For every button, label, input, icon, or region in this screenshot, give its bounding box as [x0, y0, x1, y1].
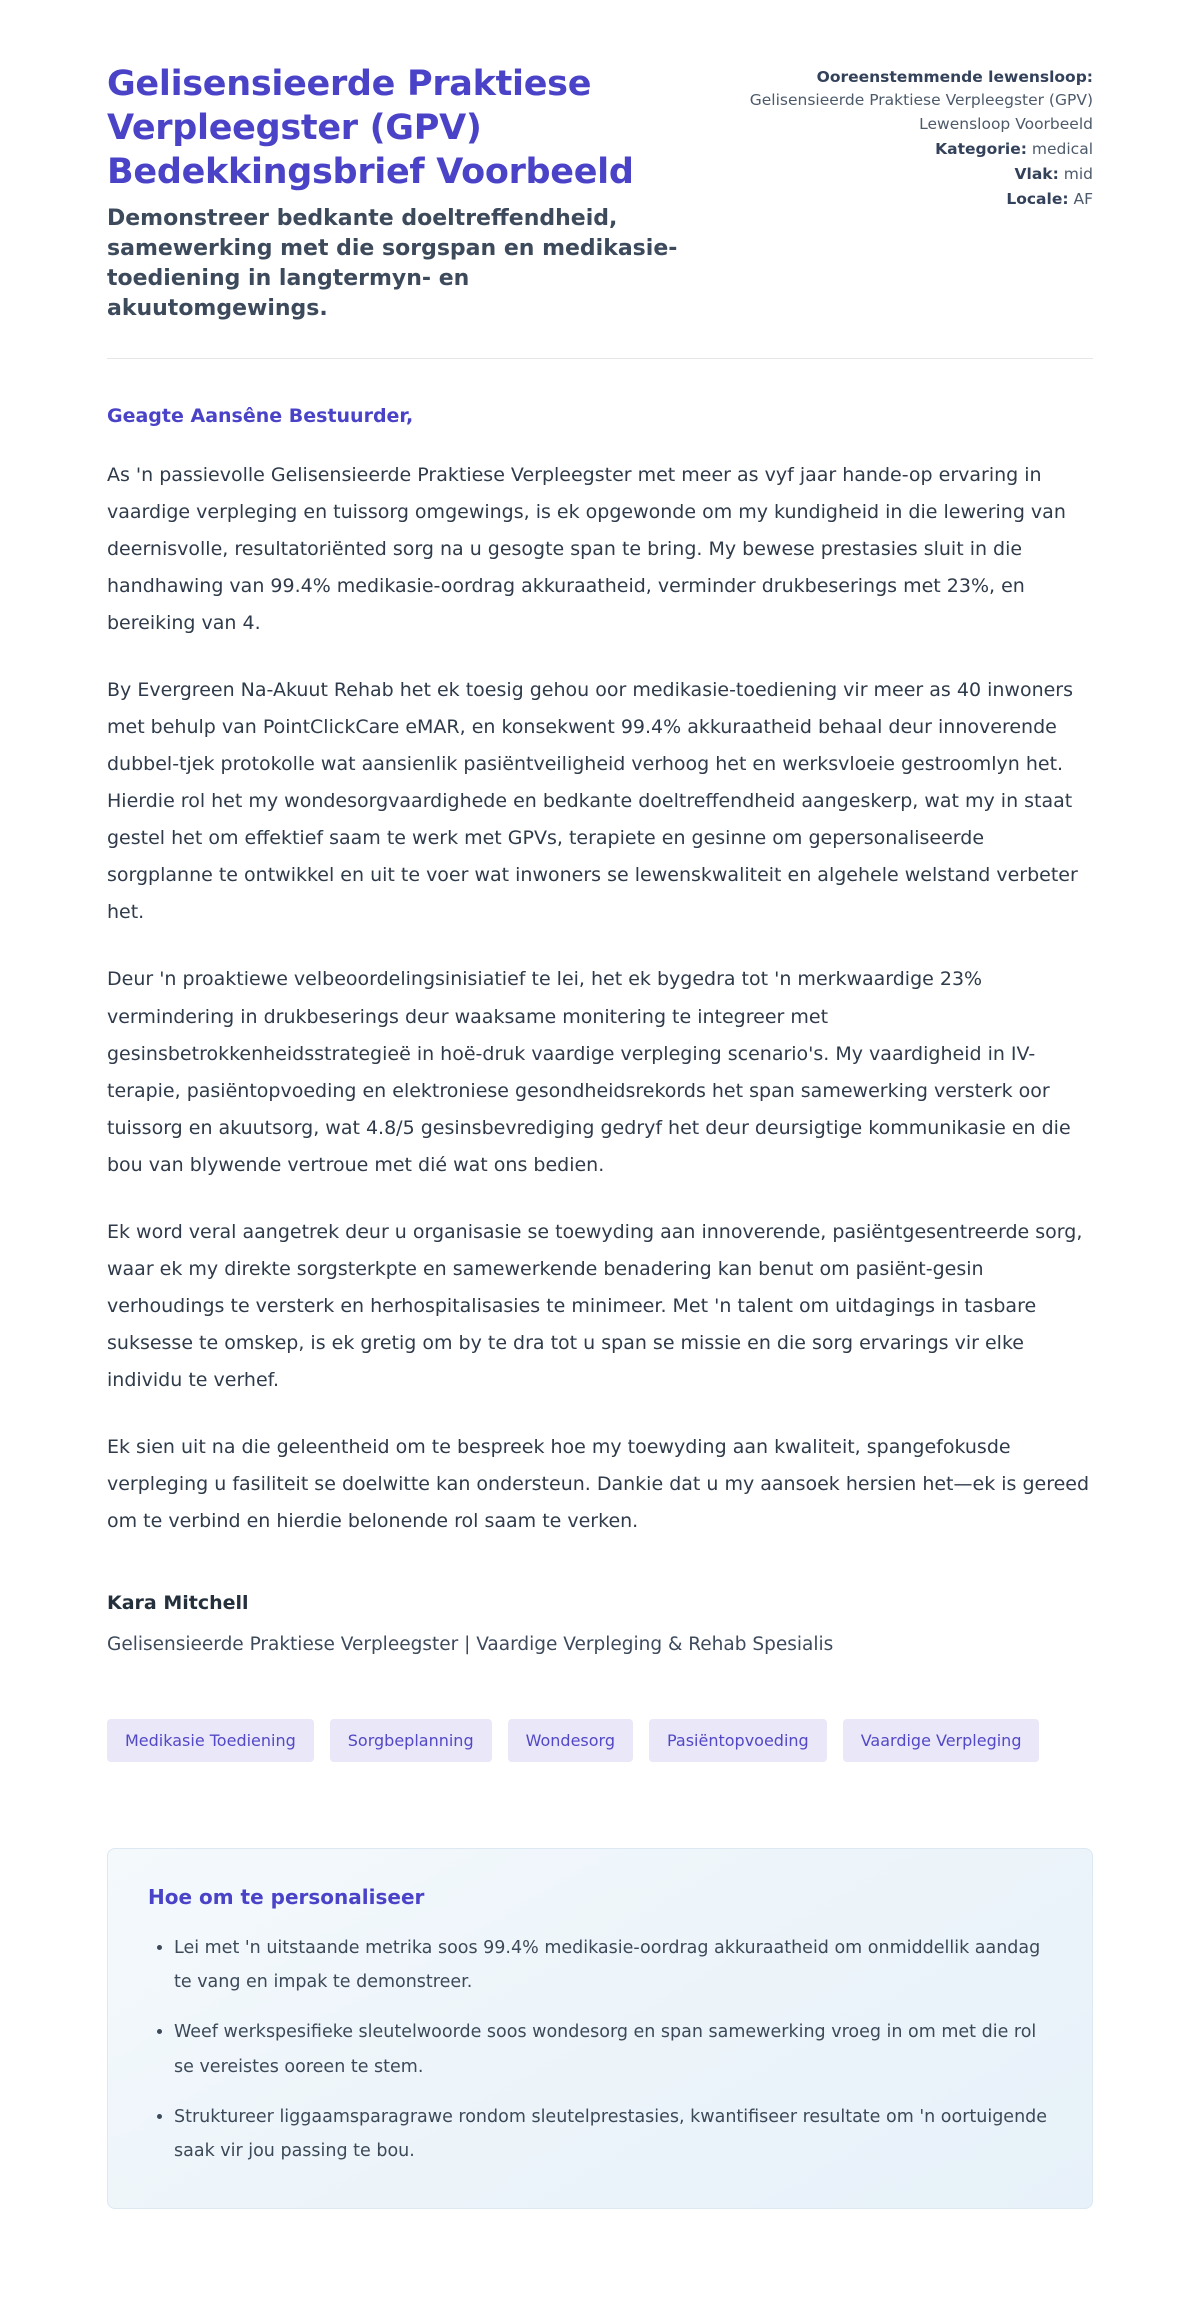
tag-chip: Medikasie Toediening — [107, 1719, 314, 1762]
letter-paragraph: Deur 'n proaktiewe velbeoordelingsinisiatief te lei, het ek bygedra tot 'n merkwaardige 23% vermindering in drukbeserings deur waaksame monitering te integreer met gesinsbetrokkenheidsstrategieë in hoë-druk vaardige verpleging scenario's. My vaardigheid in IV-terapie, pasiëntopvoeding en elektroniese gesondheidsrekords het span samewerking versterk oor tuissorg en akuutsorg, wat 4.8/5 gesinsbevrediging gedryf het deur deursigtige kommunikasie en die bou van blywende vertroue met dié wat ons bedien. — [107, 968, 1071, 1176]
letter-paragraph: Ek sien uit na die geleentheid om te bespreek hoe my toewyding aan kwaliteit, spangefokusde verpleging u fasiliteit se doelwitte kan ondersteun. Dankie dat u my aansoek hersien het—ek is gereed om te verbind en hierdie belonende rol saam te verken. — [107, 1435, 1090, 1533]
meta-label: Ooreenstemmende lewensloop: — [816, 68, 1093, 86]
meta-value: Gelisensieerde Praktiese Verpleegster (GPV) Lewensloop Voorbeeld — [749, 91, 1093, 133]
signature-name: Kara Mitchell — [107, 1592, 249, 1615]
tag-chip: Wondesorg — [508, 1719, 633, 1762]
tips-heading: Hoe om te personaliseer — [148, 1885, 425, 1910]
tag-list — [107, 1719, 1093, 1762]
meta-item — [727, 188, 1093, 211]
meta-value: mid — [1063, 165, 1093, 183]
letter-paragraph: Ek word veral aangetrek deur u organisasie se toewyding aan innoverende, pasiëntgesentreerde sorg, waar ek my direkte sorgsterkpte en samewerkende benadering kan benut om pasiënt-gesin verhoudings te versterk en herhospitalisasies te minimeer. Met 'n talent om uitdagings in tasbare suksesse te omskep, is ek gretig om by te dra tot u span se missie en die sorg ervarings vir elke individu te verhef. — [107, 1220, 1083, 1391]
header — [107, 62, 1093, 324]
tip-item: • Lei met 'n uitstaande metrika soos 99.4% medikasie-oordrag akkuraatheid om onmiddellik aandag te vang en impak te demonstreer. — [174, 1931, 1052, 1999]
tag-chip: Sorgbeplanning — [330, 1719, 492, 1762]
tag-chip: Pasiëntopvoeding — [649, 1719, 827, 1762]
meta-value: AF — [1073, 190, 1093, 209]
tip-item: • Weef werkspesifieke sleutelwoorde soos wondesorg en span samewerking vroeg in om met die rol se vereistes ooreen te stem. — [174, 2015, 1052, 2083]
tag-chip: Vaardige Verpleging — [843, 1719, 1040, 1762]
meta-item — [727, 66, 1093, 136]
signature-role: Gelisensieerde Praktiese Verpleegster | Vaardige Verpleging & Rehab Spesialis — [107, 1634, 834, 1656]
letter-body — [107, 405, 1093, 1655]
meta-block — [727, 62, 1093, 214]
greeting: Geagte Aansêne Bestuurder, — [107, 404, 414, 427]
meta-item — [727, 138, 1093, 161]
meta-value: medical — [1031, 139, 1093, 158]
tip-item: • Struktureer liggaamsparagrawe rondom sleutelprestasies, kwantifiseer resultate om 'n oortuigende saak vir jou passing te bou. — [174, 2100, 1052, 2168]
letter-paragraph: By Evergreen Na-Akuut Rehab het ek toesig gehou oor medikasie-toediening vir meer as 40 inwoners met behulp van PointClickCare eMAR, en konsekwent 99.4% akkuraatheid behaal deur innoverende dubbel-tjek protokolle wat aansienlik pasiëntveiligheid verhoog het en werksvloeie gestroomlyn het. Hierdie rol het my wondesorgvaardighede en bedkante doeltreffendheid aangeskerp, wat my in staat gestel het om effektief saam te werk met GPVs, terapiete en gesinne om gepersonaliseerde sorgplanne te ontwikkel en uit te voer wat inwoners se lewenskwaliteit en algehele welstand verbeter het. — [107, 679, 1078, 924]
personalization-tips-box — [107, 1848, 1093, 2209]
meta-label: Vlak: — [1014, 165, 1059, 183]
page-subtitle: Demonstreer bedkante doeltreffendheid, samewerking met die sorgspan en medikasie-toediening in langtermyn- en akuutomgewings. — [107, 206, 678, 321]
title-block — [107, 62, 727, 324]
letter-paragraph: As 'n passievolle Gelisensieerde Praktiese Verpleegster met meer as vyf jaar hande-op ervaring in vaardige verpleging en tuissorg omgewings, is ek opgewonde om my kundigheid in die lewering van deernisvolle, resultatoriënted sorg na u gesogte span te bring. My bewese prestasies sluit in die handhawing van 99.4% medikasie-oordrag akkuraatheid, verminder drukbeserings met 23%, en bereiking van 4. — [107, 463, 1066, 635]
letter-paragraphs — [107, 457, 1093, 1540]
meta-label: Locale: — [1006, 190, 1069, 209]
meta-item — [727, 163, 1093, 186]
divider — [107, 358, 1093, 359]
page-title: Gelisensieerde Praktiese Verpleegster (GPV) Bedekkingsbrief Voorbeeld — [107, 64, 634, 193]
meta-label: Kategorie: — [935, 139, 1027, 158]
tips-list — [148, 1931, 1052, 2168]
